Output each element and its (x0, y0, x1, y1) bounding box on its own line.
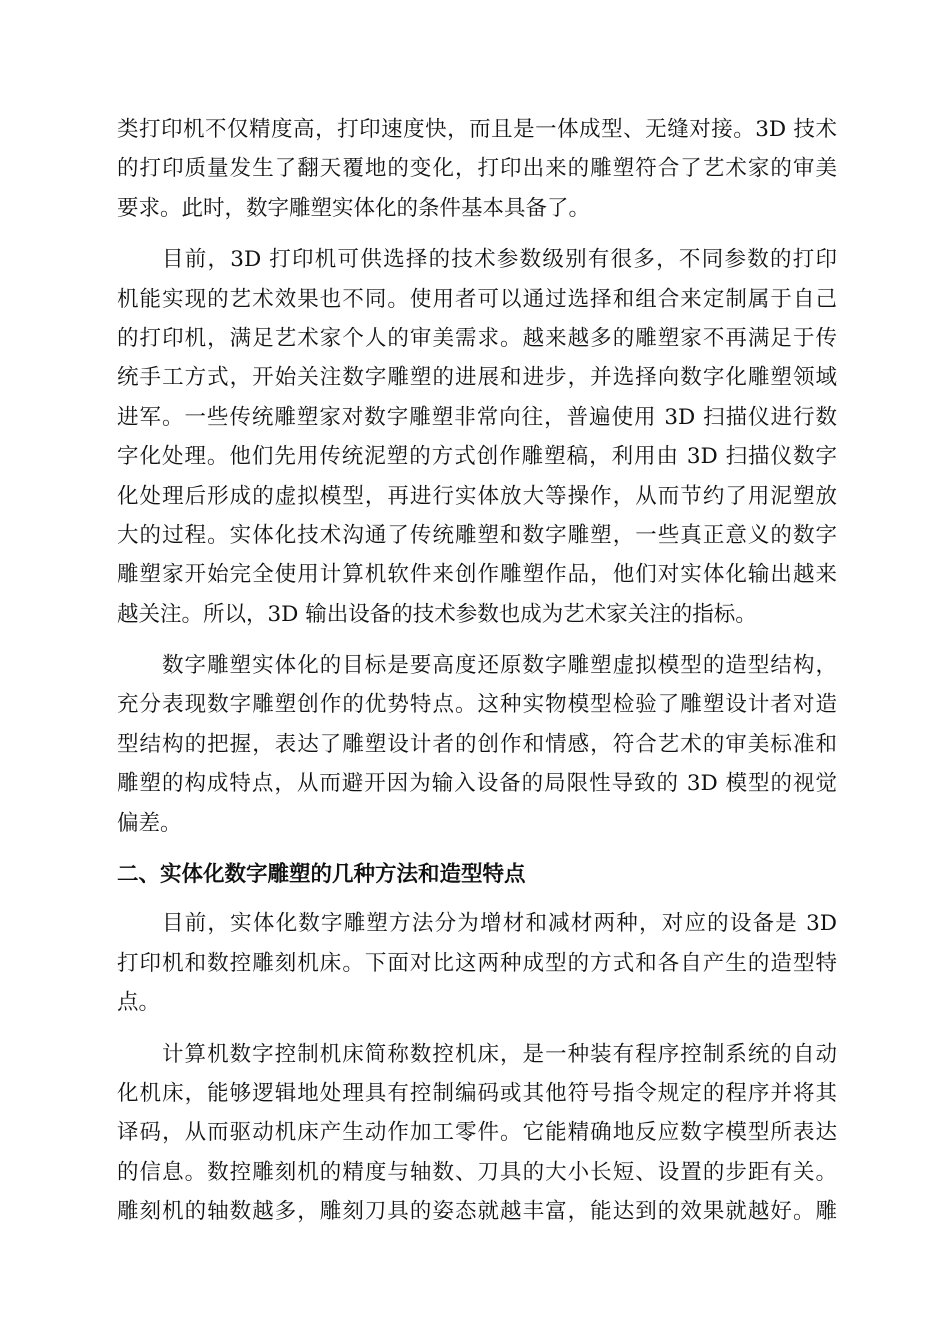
text-line: 型结构的把握，表达了雕塑设计者的创作和情感，符合艺术的审美标准和 (117, 731, 837, 757)
document-body (117, 110, 837, 1244)
text-line: 打印机和数控雕刻机床。下面对比这两种成型的方式和各自产生的造型特 (117, 950, 837, 976)
text-line: 译码，从而驱动机床产生动作加工零件。它能精确地反应数字模型所表达 (117, 1120, 837, 1146)
text-line: 的信息。数控雕刻机的精度与轴数、刀具的大小长短、设置的步距有关。 (117, 1159, 837, 1185)
text-line: 目前，实体化数字雕塑方法分为增材和减材两种，对应的设备是 3D (162, 911, 837, 937)
text-line: 雕塑的构成特点，从而避开因为输入设备的局限性导致的 3D 模型的视觉 (117, 771, 837, 797)
text-line: 充分表现数字雕塑创作的优势特点。这种实物模型检验了雕塑设计者对造 (117, 692, 837, 718)
text-line: 的打印机，满足艺术家个人的审美需求。越来越多的雕塑家不再满足于传 (117, 325, 837, 351)
text-line: 点。 (117, 990, 161, 1016)
text-line: 偏差。 (117, 810, 182, 836)
text-line: 目前，3D 打印机可供选择的技术参数级别有很多，不同参数的打印 (162, 247, 837, 273)
text-line: 越关注。所以，3D 输出设备的技术参数也成为艺术家关注的指标。 (117, 601, 757, 627)
paragraph-methods (117, 904, 837, 1022)
text-line: 计算机数字控制机床简称数控机床，是一种装有程序控制系统的自动 (162, 1041, 837, 1067)
text-line: 字化处理。他们先用传统泥塑的方式创作雕塑稿，利用由 3D 扫描仪数字 (117, 444, 837, 470)
paragraph-continuation (117, 110, 837, 228)
paragraph-goal (117, 646, 837, 843)
text-line: 的打印质量发生了翻天覆地的变化，打印出来的雕塑符合了艺术家的审美 (117, 156, 837, 182)
text-line: 要求。此时，数字雕塑实体化的条件基本具备了。 (117, 195, 591, 221)
paragraph-cnc (117, 1035, 837, 1232)
text-line: 大的过程。实体化技术沟通了传统雕塑和数字雕塑，一些真正意义的数字 (117, 522, 837, 548)
text-line: 进军。一些传统雕塑家对数字雕塑非常向往，普遍使用 3D 扫描仪进行数 (117, 404, 837, 430)
text-line: 类打印机不仅精度高，打印速度快，而且是一体成型、无缝对接。3D 技术 (117, 117, 837, 142)
text-line: 化处理后形成的虚拟模型，再进行实体放大等操作，从而节约了用泥塑放 (117, 483, 837, 509)
text-line: 雕塑家开始完全使用计算机软件来创作雕塑作品，他们对实体化输出越来 (117, 562, 837, 588)
text-line: 机能实现的艺术效果也不同。使用者可以通过选择和组合来定制属于自己 (117, 286, 837, 312)
text-line: 数字雕塑实体化的目标是要高度还原数字雕塑虚拟模型的造型结构， (162, 653, 837, 679)
text-line: 统手工方式，开始关注数字雕塑的进展和进步，并选择向数字化雕塑领域 (117, 365, 837, 391)
text-line: 化机床，能够逻辑地处理具有控制编码或其他符号指令规定的程序并将其 (117, 1080, 837, 1106)
paragraph-3d-printer-params (117, 240, 837, 634)
text-line: 雕刻机的轴数越多，雕刻刀具的姿态就越丰富，能达到的效果就越好。雕 (117, 1199, 837, 1225)
section-heading: 二、实体化数字雕塑的几种方法和造型特点 (117, 862, 526, 888)
